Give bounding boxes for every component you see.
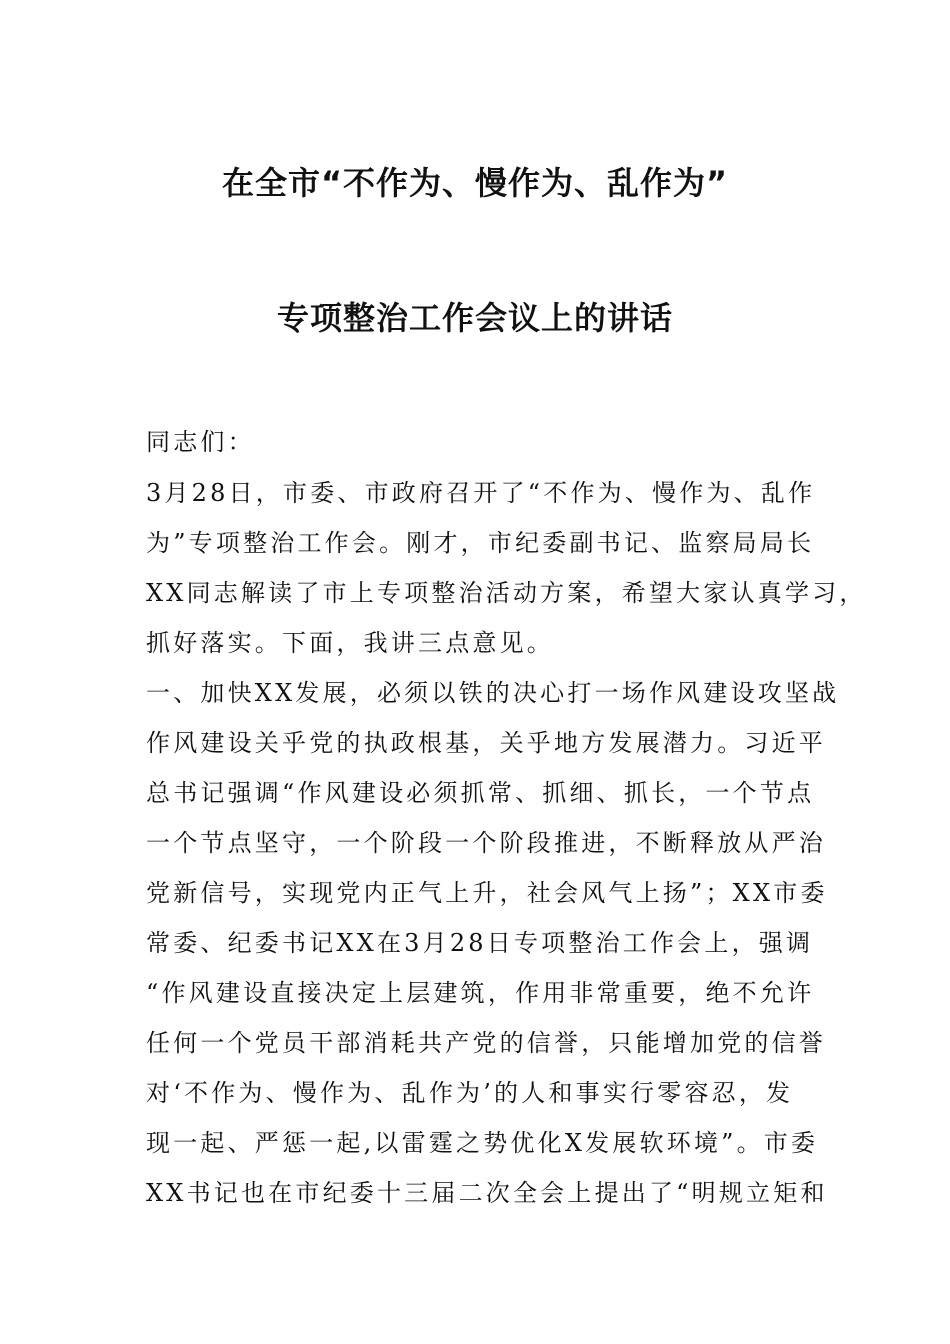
document-title-line-2: 专项整治工作会议上的讲话 bbox=[276, 299, 673, 337]
body-line: 对‘不作为、慢作为、乱作为’的人和事实行零容忍，发 bbox=[146, 1079, 794, 1107]
document-title-line-1: 在全市“不作为、慢作为、乱作为” bbox=[221, 164, 729, 202]
body-line: 任何一个党员干部消耗共产党的信誉，只能增加党的信誉 bbox=[146, 1029, 826, 1057]
body-line: 为”专项整治工作会。刚才，市纪委副书记、监察局局长 bbox=[146, 529, 815, 557]
body-line: 抓好落实。下面，我讲三点意见。 bbox=[146, 629, 554, 657]
body-line: 作风建设关乎党的执政根基，关乎地方发展潜力。习近平 bbox=[146, 729, 826, 757]
body-line: 3月28日，市委、市政府召开了“不作为、慢作为、乱作 bbox=[146, 479, 816, 507]
body-line: 常委、纪委书记XX在3月28日专项整治工作会上，强调 bbox=[146, 929, 814, 957]
body-line: XX同志解读了市上专项整治活动方案，希望大家认真学习， bbox=[146, 579, 867, 607]
body-line: “作风建设直接决定上层建筑，作用非常重要，绝不允许 bbox=[146, 979, 815, 1007]
body-line: 党新信号，实现党内正气上升，社会风气上扬”；XX市委 bbox=[146, 879, 828, 907]
section-heading: 一、加快XX发展，必须以铁的决心打一场作风建设攻坚战 bbox=[146, 679, 840, 707]
body-line: XX书记也在市纪委十三届二次全会上提出了“明规立矩和 bbox=[146, 1179, 828, 1207]
body-line: 总书记强调“作风建设必须抓常、抓细、抓长，一个节点 bbox=[146, 779, 815, 807]
salutation: 同志们： bbox=[146, 428, 255, 456]
body-line: 现一起、严惩一起,以雷霆之势优化X发展软环境”。市委 bbox=[146, 1129, 819, 1157]
body-line: 一个节点坚守，一个阶段一个阶段推进，不断释放从严治 bbox=[146, 829, 826, 857]
